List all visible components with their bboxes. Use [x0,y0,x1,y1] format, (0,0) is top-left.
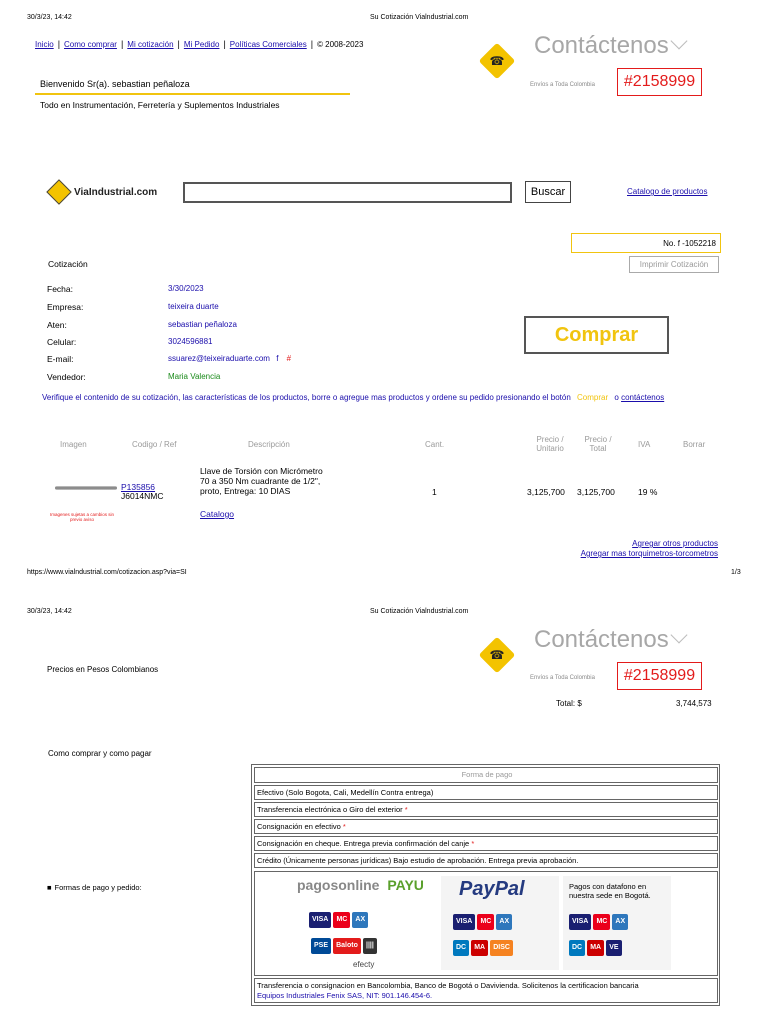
payment-header: Forma de pago [254,767,718,783]
nav-inicio[interactable]: Inicio [35,40,54,49]
card-logos-paypal [453,914,512,930]
diners-icon-2: DC [569,940,585,956]
facebook-icon[interactable]: f [276,354,279,363]
field-value-empresa: teixeira duarte [168,302,219,311]
diners-icon: DC [453,940,469,956]
tagline: Todo en Instrumentación, Ferretería y Suplementos Industriales [40,100,280,110]
payment-forms-label: ■ Formas de pago y pedido: [47,883,142,892]
total-label: Total: $ [556,699,582,708]
payment-logos-row [254,871,718,976]
print-header-title-2: Su Cotización Vialndustrial.com [370,608,469,615]
card-logos-datafono-2 [569,940,622,956]
print-header-date-2: 30/3/23, 14:42 [27,608,72,615]
product-description: Llave de Torsión con Micrómetro 70 a 350 Nm cuadrante de 1/2", proto, Entrega: 10 DIAS [200,466,323,496]
product-catalog-link[interactable]: Catalogo [200,509,235,519]
field-label-aten: Aten: [47,320,67,330]
phone-number-2[interactable]: #2158999 [617,662,702,690]
col-borrar: Borrar [683,440,706,449]
welcome-divider [35,93,350,95]
product-total-price: 3,125,700 [577,487,615,497]
card-logos-2 [311,938,377,954]
field-label-vendedor: Vendedor: [47,372,86,382]
envios-text-2: Envíos a Toda Colombia [530,675,595,681]
field-value-fecha: 3/30/2023 [168,284,204,293]
field-value-vendedor: Maria Valencia [168,372,221,381]
paypal-block [441,876,559,970]
print-footer-page: 1/3 [731,569,741,576]
field-label-celular: Celular: [47,337,77,347]
nav-mi-pedido[interactable]: Mi Pedido [183,40,220,49]
contact-title[interactable]: Contáctenos [534,32,685,60]
field-label-email: E-mail: [47,354,74,364]
payment-row-transfer: Transferencia electrónica o Giro del exterior * [254,802,718,817]
how-to-buy-title: Como comprar y como pagar [48,749,152,758]
chevron-down-icon [670,33,687,50]
product-ref: J6014NMC [121,491,164,501]
add-more-torque-link[interactable]: Agregar mas torquimetros-torcometros [580,549,718,558]
col-cant: Cant. [425,440,445,449]
product-code-link[interactable]: P135856 [121,482,156,492]
col-precio-total: Precio / Total [584,435,612,453]
pagosonline-logo: pagosonline PAYU [297,877,424,893]
envios-text: Envíos a Toda Colombia [530,82,595,88]
amex-icon: AX [352,912,368,928]
discover-icon: DISC [490,940,513,956]
col-descripcion: Descripción [248,440,290,449]
payment-row-check: Consignación en cheque. Entrega previa confirmación del canje * [254,836,718,851]
print-quote-button[interactable]: Imprimir Cotización [629,256,719,273]
search-input[interactable] [183,182,512,203]
welcome-text: Bienvenido Sr(a). sebastian peñaloza [40,79,190,89]
col-iva: IVA [638,440,651,449]
col-codigo: Codigo / Ref [132,440,177,449]
visa-electron-icon: VE [606,940,621,956]
efecty-logo: efecty [353,960,375,969]
print-header-date: 30/3/23, 14:42 [27,14,72,21]
visa-icon-3: VISA [569,914,591,930]
card-logos-datafono [569,914,628,930]
mastercard-icon-3: MC [593,914,610,930]
nav-como-comprar[interactable]: Como comprar [64,40,117,49]
field-value-email: ssuarez@teixeiraduarte.com f # [168,354,292,363]
baloto-icon: Baloto [333,938,361,954]
product-unit-price: 3,125,700 [527,487,565,497]
search-button[interactable]: Buscar [525,181,571,203]
image-note: Imagenes sujetas a cambios sin previo aviso [49,512,115,522]
add-other-products-link[interactable]: Agregar otros productos [632,539,718,548]
phone-icon[interactable]: ☎ [479,43,516,80]
payment-transfer-info: Transferencia o consignacion en Bancolombia, Banco de Bogotá o Davivienda. Solicitenos la certificacion bancaria Equipos Industriales Fenix SAS, NIT: 901.146.454-6. [254,978,718,1003]
payment-row-credit: Crédito (Únicamente personas jurídicas) Bajo estudio de aprobación. Entrega previa aprobación. [254,853,718,868]
nav-mi-cotizacion[interactable]: Mi cotización [127,40,174,49]
buy-button[interactable]: Comprar [524,316,669,354]
section-title: Cotización [48,259,88,269]
pse-icon: PSE [311,938,331,954]
top-nav: Inicio | Como comprar | Mi cotización | Mi Pedido | Políticas Comerciales | © 2008-2023 [35,39,364,49]
print-footer-url: https://www.vialndustrial.com/cotizacion.asp?via=SI [27,569,187,576]
phone-icon-2[interactable]: ☎ [479,637,516,674]
contact-title-2[interactable]: Contáctenos [534,626,685,654]
barcode-icon: |||| [363,938,377,954]
total-value: 3,744,573 [676,699,712,708]
contact-link[interactable]: contáctenos [621,393,665,402]
currency-note: Precios en Pesos Colombianos [47,665,159,674]
logo-diamond-icon [46,179,71,204]
col-precio-unitario: Precio / Unitario [536,435,564,453]
visa-icon-2: VISA [453,914,475,930]
payment-row-cash: Efectivo (Solo Bogota, Cali, Medellín Contra entrega) [254,785,718,800]
visa-icon: VISA [309,912,331,928]
amex-icon-3: AX [612,914,628,930]
print-header-title: Su Cotización Vialndustrial.com [370,14,469,21]
paypal-logo: PayPal [459,878,525,900]
nav-politicas[interactable]: Políticas Comerciales [229,40,307,49]
product-qty: 1 [432,487,437,497]
instructions-buy-link[interactable]: Comprar [577,393,609,402]
col-imagen: Imagen [60,440,87,449]
mastercard-icon: MC [333,912,350,928]
quote-number: No. f -1052218 [663,239,716,248]
datafono-text: Pagos con datafono en nuestra sede en Bogotá. [569,882,651,900]
maestro-icon: MA [471,940,488,956]
product-image[interactable] [55,486,117,490]
field-label-empresa: Empresa: [47,302,84,312]
quote-number-box [571,233,721,253]
copyright: © 2008-2023 [317,40,364,49]
card-logos-1 [309,912,368,928]
product-iva: 19 % [638,487,658,497]
field-value-celular: 3024596881 [168,337,213,346]
instructions: Verifique el contenido de su cotización, las características de los productos, borre o agregue mas productos y ordene su pedido presionando el botón Comprar o contáctenos [42,393,665,402]
field-value-aten: sebastian peñaloza [168,320,237,329]
maestro-icon-2: MA [587,940,604,956]
chevron-down-icon-2 [670,627,687,644]
mastercard-icon-2: MC [477,914,494,930]
datafono-block [563,876,671,970]
payment-row-deposit: Consignación en efectivo * [254,819,718,834]
amex-icon-2: AX [496,914,512,930]
hash-icon[interactable]: # [286,354,292,363]
catalog-link[interactable]: Catalogo de productos [627,187,708,196]
phone-number[interactable]: #2158999 [617,68,702,96]
field-label-fecha: Fecha: [47,284,73,294]
card-logos-paypal-2 [453,940,513,956]
